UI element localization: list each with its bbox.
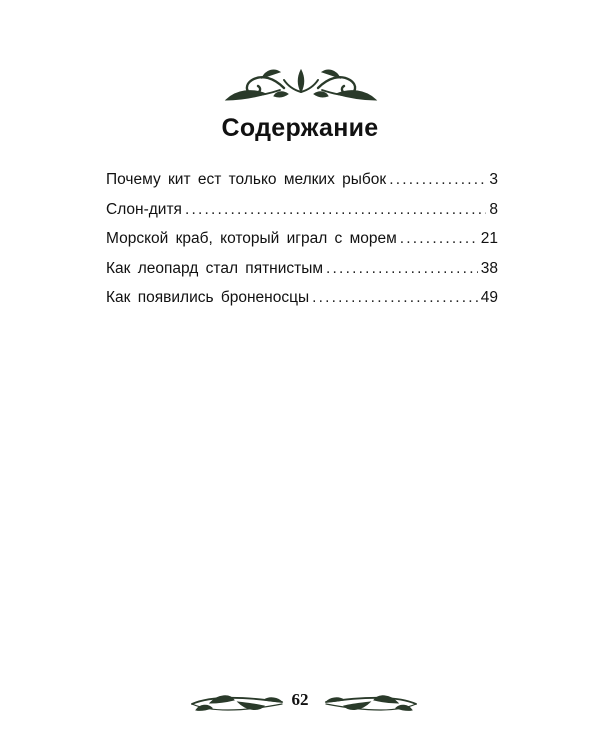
page-footer bbox=[0, 682, 600, 722]
page-title: Содержание bbox=[221, 114, 379, 142]
table-of-contents bbox=[106, 171, 498, 319]
toc-entry-title: Морской краб, который играл с морем bbox=[106, 230, 397, 247]
toc-entry[interactable] bbox=[106, 230, 498, 260]
toc-entry-title: Слон-дитя bbox=[106, 200, 182, 218]
page-number: 62 bbox=[291, 690, 309, 709]
toc-entry-page: 38 bbox=[480, 259, 498, 277]
toc-dot-leader bbox=[312, 289, 478, 307]
toc-dot-leader bbox=[185, 201, 486, 219]
toc-entry-title: Почему кит ест только мелких рыбок bbox=[106, 171, 387, 188]
toc-entry-page: 21 bbox=[480, 230, 498, 247]
toc-entry[interactable] bbox=[106, 260, 498, 290]
footer-ornament-right-icon bbox=[322, 690, 418, 716]
toc-entry-title: Как появились броненосцы bbox=[106, 289, 310, 306]
header-ornament-icon bbox=[222, 60, 380, 106]
toc-entry-title: Как леопард стал пятнистым bbox=[106, 259, 324, 277]
toc-entry[interactable] bbox=[106, 289, 498, 319]
toc-entry-page: 8 bbox=[489, 200, 498, 218]
toc-dot-leader bbox=[326, 260, 478, 278]
toc-dot-leader bbox=[400, 230, 478, 248]
toc-entry[interactable] bbox=[106, 171, 498, 201]
toc-entry-page: 49 bbox=[480, 289, 498, 306]
toc-entry[interactable] bbox=[106, 201, 498, 231]
toc-entry-page: 3 bbox=[489, 171, 498, 188]
toc-dot-leader bbox=[389, 171, 486, 189]
